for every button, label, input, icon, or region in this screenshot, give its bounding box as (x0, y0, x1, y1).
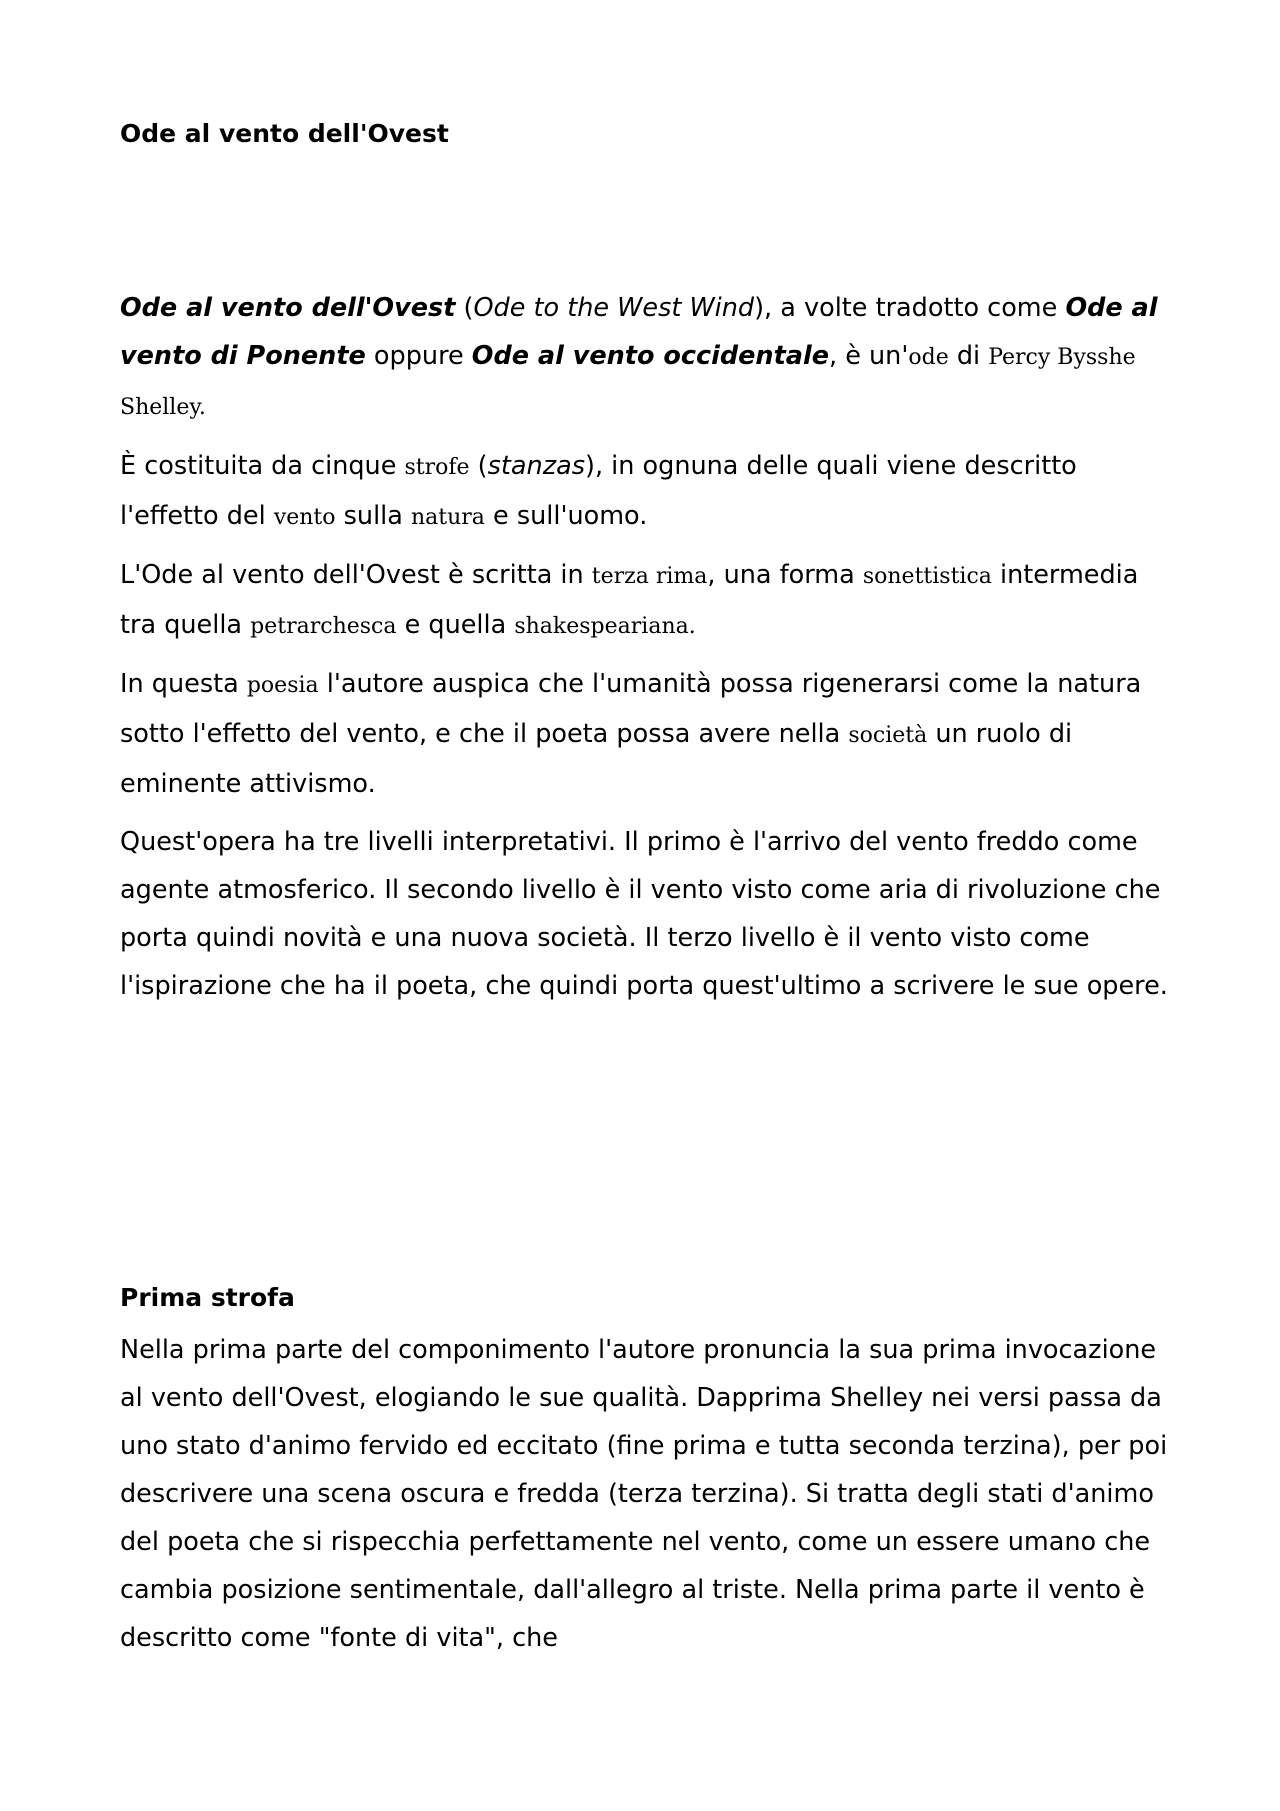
link-text-poesia[interactable]: poesia (246, 673, 319, 698)
italic-text: Ode to the West Wind (473, 293, 755, 323)
intro-paragraph (120, 284, 1180, 432)
text: L'Ode al vento dell'Ovest è scritta in (120, 560, 592, 590)
text: , una forma (707, 560, 863, 590)
structure-paragraph (120, 442, 1180, 542)
italic-text: stanzas (487, 451, 586, 481)
text: ( (455, 293, 474, 323)
text: ), a volte tradotto come (754, 293, 1066, 323)
link-text-shakespeariana[interactable]: shakespeariana (514, 614, 689, 639)
link-text-sonettistica[interactable]: sonettistica (862, 564, 992, 589)
text: e quella (396, 610, 515, 640)
interpretation-paragraph: Quest'opera ha tre livelli interpretativi. Il primo è l'arrivo del vento freddo come agente atmosferico. Il secondo livello è il vento visto come aria di rivoluzione che porta quindi novità e una nuova società. Il terzo livello è il vento visto come l'ispirazione che ha il poeta, che quindi porta quest'ultimo a scrivere le sue opere. (120, 827, 1168, 1001)
bold-italic-text: Ode al vento dell'Ovest (120, 293, 456, 323)
text: intermedia tra quella (120, 560, 1139, 640)
bold-italic-text: Ode al vento occidentale (471, 341, 830, 371)
text: un ruolo di eminente attivismo. (120, 719, 1073, 799)
text: di (948, 341, 989, 371)
section-heading-prima-strofa: Prima strofa (120, 1283, 295, 1312)
text: . (198, 395, 206, 420)
link-text-societa[interactable]: società (848, 723, 928, 748)
theme-paragraph (120, 660, 1180, 808)
link-text-strofe[interactable]: strofe (404, 455, 470, 480)
document-title: Ode al vento dell'Ovest (120, 119, 449, 148)
link-text-vento[interactable]: vento (273, 505, 336, 530)
text: e sull'uomo. (484, 501, 648, 531)
text: In questa (120, 669, 247, 699)
link-text-terza-rima[interactable]: terza rima (591, 564, 708, 589)
prima-strofa-paragraph: Nella prima parte del componimento l'autore pronuncia la sua prima invocazione al vento dell'Ovest, elogiando le sue qualità. Dapprima Shelley nei versi passa da uno stato d'animo fervido ed eccitato (fine prima e tutta seconda terzina), per poi descrivere una scena oscura e fredda (terza terzina). Si tratta degli stati d'animo del poeta che si rispecchia perfettamente nel vento, come un essere umano che cambia posizione sentimentale, dall'allegro al triste. Nella prima parte il vento è descritto come "fonte di vita", che (120, 1335, 1168, 1653)
link-text-natura[interactable]: natura (410, 505, 485, 530)
meter-paragraph (120, 551, 1180, 651)
link-text-ode[interactable]: ode (908, 345, 949, 370)
text: ), in ognuna delle quali viene descritto l'effetto del (120, 451, 1077, 531)
link-text-author[interactable]: Percy Bysshe Shelley (120, 345, 1136, 420)
text: oppure (365, 341, 472, 371)
text: ( (469, 451, 488, 481)
link-text-petrarchesca[interactable]: petrarchesca (250, 614, 397, 639)
bold-italic-text: Ode al vento di Ponente (120, 293, 1158, 371)
text: , è un' (829, 341, 909, 371)
text: . (688, 614, 696, 639)
text: sulla (335, 501, 411, 531)
text: l'autore auspica che l'umanità possa rigenerarsi come la natura sotto l'effetto del vento, e che il poeta possa avere nella (120, 669, 1142, 749)
text: È costituita da cinque (120, 451, 405, 481)
